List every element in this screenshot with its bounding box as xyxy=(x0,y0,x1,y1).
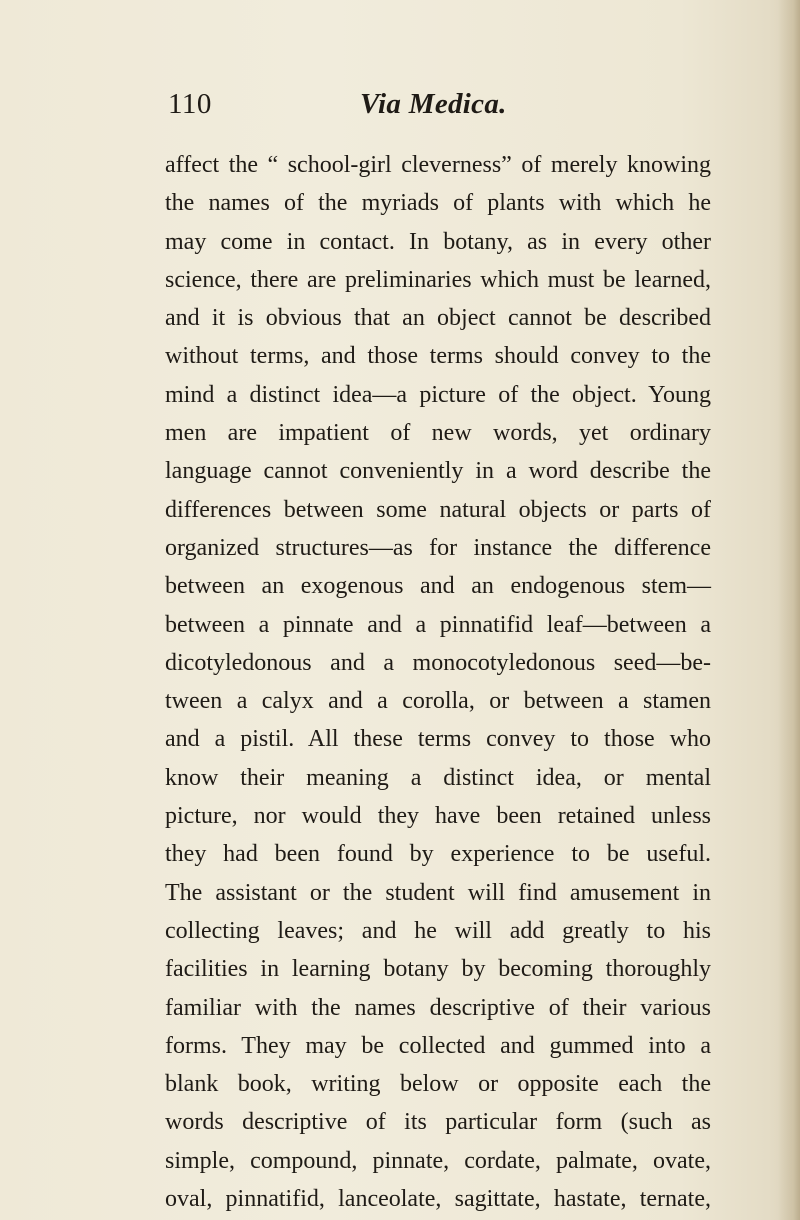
running-head xyxy=(0,88,800,128)
text-line: the names of the myriads of plants with which he xyxy=(165,190,711,217)
text-line: mind a distinct idea—a picture of the object. Young xyxy=(165,381,711,408)
text-line: blank book, writing below or opposite each the xyxy=(165,1071,711,1098)
text-line: oval, pinnatifid, lanceolate, sagittate, hastate, ternate, xyxy=(165,1186,711,1213)
text-line: forms. They may be collected and gummed into a xyxy=(165,1032,711,1059)
body-text xyxy=(165,146,711,1218)
running-title: Via Medica. xyxy=(360,88,507,120)
page-number: 110 xyxy=(168,88,212,120)
text-line: words descriptive of its particular form (such as xyxy=(165,1109,711,1136)
text-line: between a pinnate and a pinnatifid leaf—between a xyxy=(165,611,711,638)
text-line: The assistant or the student will find amusement in xyxy=(165,879,711,906)
text-line: differences between some natural objects or parts of xyxy=(165,496,711,523)
text-line: may come in contact. In botany, as in every other xyxy=(165,228,711,255)
text-line: and it is obvious that an object cannot be described xyxy=(165,305,711,332)
page-edge-shadow xyxy=(778,0,800,1220)
text-line: know their meaning a distinct idea, or mental xyxy=(165,764,711,791)
text-line: language cannot conveniently in a word describe the xyxy=(165,458,711,485)
text-line: tween a calyx and a corolla, or between a stamen xyxy=(165,688,711,715)
text-line: dicotyledonous and a monocotyledonous seed—be- xyxy=(165,649,711,676)
text-line: facilities in learning botany by becoming thoroughly xyxy=(165,956,711,983)
text-line: simple, compound, pinnate, cordate, palmate, ovate, xyxy=(165,1147,711,1174)
text-line: picture, nor would they have been retained unless xyxy=(165,803,711,830)
text-line: science, there are preliminaries which must be learned, xyxy=(165,266,711,293)
text-line: men are impatient of new words, yet ordinary xyxy=(165,420,711,447)
text-line: collecting leaves; and he will add greatly to his xyxy=(165,917,711,944)
text-line: between an exogenous and an endogenous stem— xyxy=(165,573,711,600)
text-line: they had been found by experience to be useful. xyxy=(165,841,711,868)
text-line: without terms, and those terms should convey to the xyxy=(165,343,711,370)
text-line: organized structures—as for instance the difference xyxy=(165,534,711,561)
text-line: affect the “ school-girl cleverness” of merely knowing xyxy=(165,152,711,178)
text-line: familiar with the names descriptive of their various xyxy=(165,994,711,1021)
text-line: and a pistil. All these terms convey to those who xyxy=(165,726,711,753)
